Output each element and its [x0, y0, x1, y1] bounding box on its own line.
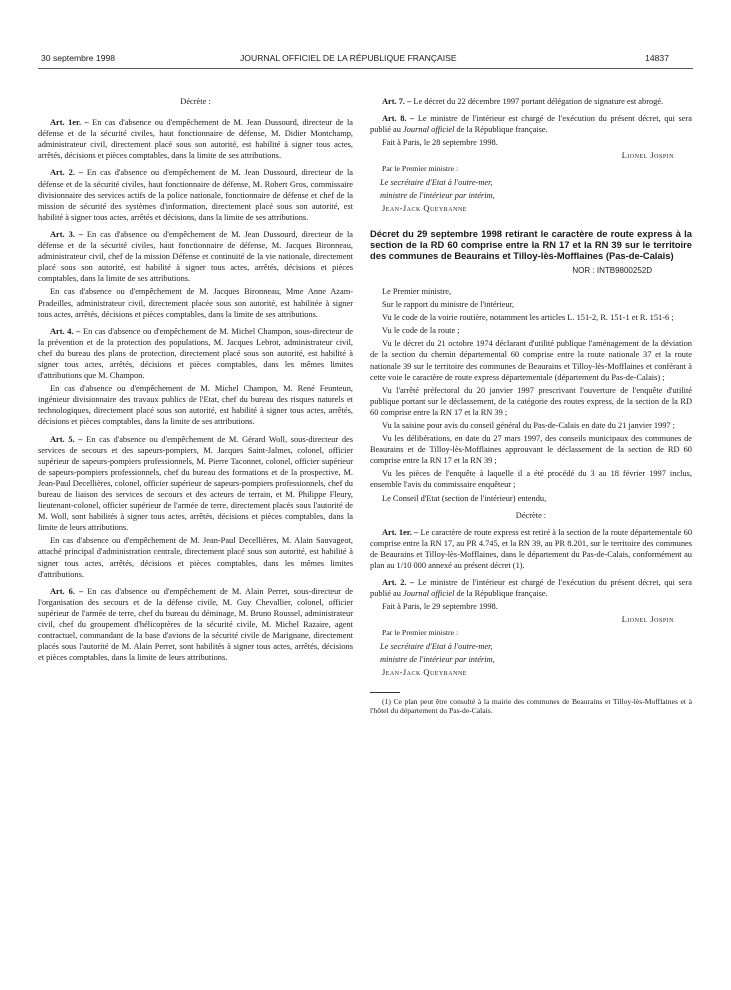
- decrete-heading: Décrète :: [180, 97, 211, 106]
- article-text: En cas d'absence ou d'empêchement de M. Michel Champon, sous-directeur de la prévention et de la protection des populations, M. Jacques Lebrot, administrateur civil, chef du bureau des plans de protection, directement placé sous son autorité, est habilité à signer tous actes, arrêtés, décisions et pièces comptables, dans les mêmes limites d'attributions que M. Champon.: [38, 326, 353, 381]
- secretary-title: Le secrétaire d'Etat à l'outre-mer,: [380, 641, 493, 651]
- premier-ministre: Le Premier ministre,: [382, 286, 452, 296]
- article-8: [370, 113, 692, 135]
- visa: Sur le rapport du ministre de l'intérieur,: [382, 300, 515, 310]
- visa: Vu le code de la route ;: [382, 326, 460, 336]
- secretary-title-2: ministre de l'intérieur par intérim,: [380, 654, 495, 664]
- decree-title: Décret du 29 septembre 1998 retirant le caractère de route express à la section de la RD 60 comprise entre la RN 17 et la RN 39 sur le territoire des communes de Beaurains et Tilloy-lès-Mofflaines (Pas-de-Calais): [370, 227, 692, 261]
- signatory-name: Lionel Jospin: [621, 615, 674, 625]
- fait-a-paris: Fait à Paris, le 28 septembre 1998.: [382, 138, 498, 148]
- article-2: [38, 167, 353, 222]
- article-4-paragraph: En cas d'absence ou d'empêchement de M. Michel Champon, M. René Feunteun, ingénieur divisionnaire des travaux publics de l'Etat, chef du bureau des risques naturels et technologiques, directement placé sous son autorité, est habilité à signer tous actes, arrêtés, décisions et pièces comptables, dans la limite de ses attributions.: [38, 384, 353, 427]
- article-text: En cas d'absence ou d'empêchement de M. Jean Dussourd, directeur de la défense et de la sécurité civiles, haut fonctionnaire de défense, M. Didier Montchamp, administrateur civil, directement placé sous son autorité, est habilité à signer tous actes, arrêtés, décisions et pièces comptables, dans la limite de ses attributions.: [38, 118, 354, 161]
- signatory-name: Lionel Jospin: [621, 151, 674, 161]
- article-text: Le décret du 22 décembre 1997 portant délégation de signature est abrogé.: [413, 97, 664, 106]
- article-7: [370, 96, 692, 107]
- footnote-rule: [370, 692, 400, 693]
- journal-name: Journal officiel: [403, 589, 455, 599]
- article-label: Art. 7. –: [382, 97, 412, 106]
- article-text: En cas d'absence ou d'empêchement de M. Gérard Woll, sous-directeur des services de secours et des sapeurs-pompiers, M. Jacques Saint-Jalmes, colonel, officier supérieur de sapeurs-pompiers professionnels, M. Pierre Taconnet, colonel, officier supérieur de sapeurs-pompiers professionnels, chef du bureau des formations et de la prospective, M. Jean-Paul Decellières, colonel, officier supérieur de sapeurs-pompiers professionnels, chef du bureau de liaison des services de secours et des acteurs de terrain, et M. Philippe Fleury, lieutenant-colonel, officier supérieur de l'armée de terre, directement placés sous l'autorité de M. Woll, sont habilités à signer tous actes, arrêtés, décisions et pièces comptables, dans la limite de leurs attributions.: [38, 434, 353, 533]
- visa: Vu les délibérations, en date du 27 mars 1997, des conseils municipaux des communes de Beaurains et de Tilloy-lès-Mofflaines approuvant le déclassement de la section de RD 60 comprise entre la RN 17 et la RN 39 ;: [370, 434, 692, 466]
- visa: Vu le décret du 21 octobre 1974 déclarant d'utilité publique l'aménagement de la déviation de la section du chemin départemental 60 comprise entre la route nationale 37 et la route nationale 39 sur le territoire des communes de Beaurains et Tilloy-lès-Mofflaines et conférant à cette voie le caractère de route express départementale (département du Pas-de-Calais) ;: [370, 339, 692, 382]
- article-label: Art. 6. –: [50, 586, 84, 596]
- visa: Vu la saisine pour avis du conseil général du Pas-de-Calais en date du 21 janvier 1997 ;: [382, 420, 676, 430]
- article-text: En cas d'absence ou d'empêchement de M. Alain Perret, sous-directeur de l'organisation des secours et de la défense civile, M. Guy Chevallier, colonel, officier supérieur de l'armée de terre, chef du bureau du déminage, M. Bruno Roussel, administrateur civil, chef du groupement d'hélicoptères de la sécurité civile, M. Michel Razaire, agent contractuel, commandant de la base d'avions de la sécurité civile de Marignane, directement placés sous l'autorité de M. Alain Perret, sont habilités à signer tous actes, arrêtés, décisions et pièces comptables, dans la limite de leurs attributions.: [38, 586, 354, 663]
- footnote: (1) Ce plan peut être consulté à la mairie des communes de Beaurains et Tilloy-lès-Mofflaines et à l'hôtel du département du Pas-de-Calais.: [370, 696, 692, 716]
- article-text: Le ministre de l'intérieur est chargé de l'exécution du présent décret, qui sera publié au: [370, 114, 692, 135]
- right-column: [370, 96, 692, 718]
- journal-name: Journal officiel: [403, 125, 455, 135]
- article-label: Art. 8. –: [382, 114, 415, 124]
- header-rule: [38, 68, 693, 69]
- header-journal-title: JOURNAL OFFICIEL DE LA RÉPUBLIQUE FRANÇAISE: [240, 53, 457, 63]
- article-4: [38, 326, 353, 381]
- article-text: de la République française.: [456, 125, 548, 135]
- article-text: En cas d'absence ou d'empêchement de M. Jean Dussourd, directeur de la défense et de la sécurité civiles, haut fonctionnaire de défense, M. Robert Gros, commissaire divisionnaire des services actifs de la police nationale, fonctionnaire de défense et chef de la mission de sécurité des systèmes d'information, directement placé sous son autorité, est habilité à signer tous actes, arrêtés et décisions, dans la limite de ses attributions.: [38, 168, 353, 222]
- fait-a-paris: Fait à Paris, le 29 septembre 1998.: [382, 602, 498, 612]
- header-date: 30 septembre 1998: [41, 53, 116, 63]
- article-label: Art. 4. –: [50, 326, 81, 336]
- visa: Le Conseil d'Etat (section de l'intérieur) entendu,: [382, 493, 547, 503]
- decrete-heading: Décrète :: [515, 510, 547, 520]
- par-le-premier-ministre: Par le Premier ministre :: [382, 164, 459, 174]
- article-label: Art. 2. –: [382, 578, 415, 588]
- header-page-number: 14837: [645, 53, 669, 63]
- article-label: Art. 2. –: [50, 168, 83, 178]
- article-text: En cas d'absence ou d'empêchement de M. Jean Dussourd, directeur de la défense et de la sécurité civiles, haut fonctionnaire de défense, M. Jacques Bironneau, administrateur civil, chef de la mission Défense et continuité de la vie nationale, directement placé sous son autorité, est habilité à signer tous actes, arrêtés, décisions et pièces comptables, dans la limite de ses attributions.: [38, 229, 353, 284]
- secretary-name: Jean-Jack Queyranne: [382, 667, 467, 677]
- article-5-paragraph: En cas d'absence ou d'empêchement de M. Jean-Paul Decellières, M. Alain Sauvageot, attaché principal d'administration centrale, directement placé sous son autorité, est habilité à signer tous actes, arrêtés, décisions et pièces comptables, dans les mêmes limites d'attributions.: [38, 536, 353, 579]
- par-le-premier-ministre: Par le Premier ministre :: [382, 628, 459, 638]
- article-3-paragraph: En cas d'absence ou d'empêchement de M. Jacques Bironneau, Mme Anne Azam-Pradeilles, administrateur civil, directement placée sous son autorité, est habilitée à signer tous actes, arrêtés, décisions et pièces comptables, dans la limite de ses attributions.: [38, 287, 353, 319]
- nor-reference: NOR : INTB9800252D: [572, 265, 652, 275]
- article-label: Art. 5. –: [50, 434, 83, 444]
- article-5: [38, 434, 353, 534]
- decree-article-2: [370, 577, 692, 599]
- article-6: [38, 586, 353, 664]
- article-text: Le ministre de l'intérieur est chargé de l'exécution du présent décret, qui sera publié au: [370, 578, 692, 599]
- page-header: [0, 53, 731, 67]
- visa: Vu les pièces de l'enquête à laquelle il a été procédé du 3 au 18 février 1997 inclus, ensemble l'avis du commissaire enquêteur ;: [370, 469, 692, 490]
- article-3: [38, 229, 353, 284]
- visa: Vu l'arrêté préfectoral du 20 janvier 1997 prescrivant l'ouverture de l'enquête d'utilité publique portant sur le déclassement, de la catégorie des routes express, de la section de la RD 60 comprise entre la RN 17 et la RN 39 ;: [370, 385, 692, 417]
- article-text: Le caractère de route express est retiré à la section de la route départementale 60 comprise entre la RN 17, au PR 4.745, et la RN 39, au PR 8.201, sur le territoire des communes de Beaurains et Tilloy-lès-Mofflaines, dans le département du Pas-de-Calais, conformément au plan au 1/10 000 annexé au présent décret (1).: [370, 527, 693, 570]
- secretary-title: Le secrétaire d'Etat à l'outre-mer,: [380, 177, 493, 187]
- decree-article-1: [370, 527, 692, 571]
- secretary-name: Jean-Jack Queyranne: [382, 203, 467, 213]
- article-text: de la République française.: [456, 589, 548, 599]
- left-column: [38, 96, 353, 665]
- secretary-title-2: ministre de l'intérieur par intérim,: [380, 190, 495, 200]
- article-label: Art. 1er. –: [382, 527, 419, 537]
- article-label: Art. 1er. –: [50, 118, 89, 128]
- article-1: [38, 117, 353, 161]
- visa: Vu le code de la voirie routière, notamment les articles L. 151-2, R. 151-1 et R. 151-6 ;: [382, 313, 674, 323]
- article-label: Art. 3. –: [50, 229, 83, 239]
